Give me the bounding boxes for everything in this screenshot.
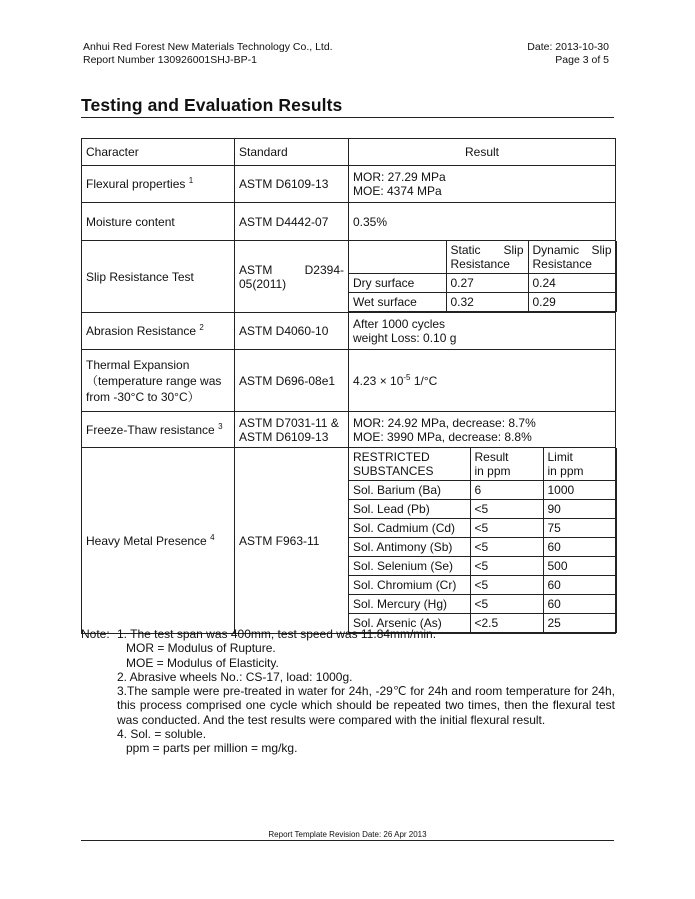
footer-divider	[81, 840, 614, 841]
row-slip	[82, 241, 616, 313]
row-abrasion	[82, 313, 616, 350]
heavy-substance: Sol. Selenium (Se)	[349, 557, 470, 576]
heavy-subheader	[349, 448, 616, 481]
heavy-result-value: <5	[470, 500, 543, 519]
slip-subtable	[349, 241, 617, 312]
thermal-character: Thermal Expansion （temperature range was from -30°C to 30°C）	[82, 350, 235, 412]
heavy-col-substance: RESTRICTED SUBSTANCES	[349, 448, 470, 481]
company-name: Anhui Red Forest New Materials Technology Co., Ltd.	[83, 41, 333, 53]
flexural-character: Flexural properties $^1$	[82, 166, 235, 203]
slip-dynamic-value: 0.29	[528, 293, 616, 312]
footer-revision: Report Template Revision Date: 26 Apr 2013	[268, 830, 427, 839]
heavy-limit-value: 75	[543, 519, 616, 538]
heavy-substance: Sol. Arsenic (As)	[349, 614, 470, 633]
slip-dynamic-value: 0.24	[528, 274, 616, 293]
results-table	[81, 138, 616, 634]
table-row	[349, 557, 616, 576]
heavy-substance: Sol. Antimony (Sb)	[349, 538, 470, 557]
row-thermal	[82, 350, 616, 412]
note-1a: MOR = Modulus of Rupture.	[126, 641, 276, 656]
freeze-standard: ASTM D7031-11 & ASTM D6109-13	[235, 412, 349, 448]
header-result: Result	[349, 139, 616, 166]
heavy-result-value: <2.5	[470, 614, 543, 633]
page-indicator: Page 3 of 5	[555, 54, 609, 66]
heavy-result-value: <5	[470, 538, 543, 557]
heavy-col-limit: Limit in ppm	[543, 448, 616, 481]
flexural-result: MOR: 27.29 MPa MOE: 4374 MPa	[349, 166, 616, 203]
slip-character: Slip Resistance Test	[82, 241, 235, 313]
row-flexural	[82, 166, 616, 203]
heavy-limit-value: 60	[543, 595, 616, 614]
abrasion-character: Abrasion Resistance $^2$	[82, 313, 235, 350]
heavy-result-value: <5	[470, 576, 543, 595]
heavy-result-value: <5	[470, 595, 543, 614]
row-freeze	[82, 412, 616, 448]
heavy-substance: Sol. Lead (Pb)	[349, 500, 470, 519]
notes-section	[81, 627, 615, 756]
table-row	[349, 500, 616, 519]
heavy-substance: Sol. Barium (Ba)	[349, 481, 470, 500]
slip-static-value: 0.27	[446, 274, 528, 293]
note-2: 2. Abrasive wheels No.: CS-17, load: 1000g.	[117, 669, 353, 684]
heavy-substance: Sol. Cadmium (Cd)	[349, 519, 470, 538]
thermal-result: $4.23 \times 10^{-5}$ 1/°C	[349, 350, 616, 412]
heavy-standard: ASTM F963-11	[235, 448, 349, 634]
heavy-substance: Sol. Chromium (Cr)	[349, 576, 470, 595]
header-left	[83, 41, 333, 67]
thermal-standard: ASTM D696-08e1	[235, 350, 349, 412]
heavy-limit-value: 60	[543, 576, 616, 595]
table-row	[349, 576, 616, 595]
note-4a: ppm = parts per million = mg/kg.	[126, 741, 298, 756]
abrasion-result: After 1000 cycles weight Loss: 0.10 g	[349, 313, 616, 350]
row-moisture	[82, 203, 616, 241]
note-1	[81, 627, 615, 641]
heavy-substance: Sol. Mercury (Hg)	[349, 595, 470, 614]
slip-blank-cell	[349, 241, 446, 274]
table-header-row	[82, 139, 616, 166]
note-1-text: 1. The test span was 400mm, test speed was 11.84mm/min.	[117, 627, 437, 641]
heavy-limit-value: 25	[543, 614, 616, 633]
table-row	[349, 274, 616, 293]
heavy-limit-value: 90	[543, 500, 616, 519]
table-row	[349, 293, 616, 312]
slip-surface: Wet surface	[349, 293, 446, 312]
row-heavy	[82, 448, 616, 634]
note-prefix: Note:	[81, 627, 110, 641]
report-date: Date: 2013-10-30	[527, 41, 609, 53]
heavy-result-value: <5	[470, 557, 543, 576]
freeze-character: Freeze-Thaw resistance $^3$	[82, 412, 235, 448]
slip-subheader	[349, 241, 616, 274]
header-character: Character	[82, 139, 235, 166]
slip-static-value: 0.32	[446, 293, 528, 312]
slip-col-static: Static Slip Resistance	[446, 241, 528, 274]
page-title: Testing and Evaluation Results	[81, 95, 343, 115]
header-right	[527, 41, 609, 67]
heavy-col-result: Result in ppm	[470, 448, 543, 481]
heavy-subtable	[349, 448, 617, 633]
flexural-standard: ASTM D6109-13	[235, 166, 349, 203]
heavy-limit-value: 60	[543, 538, 616, 557]
note-4: 4. Sol. = soluble.	[117, 727, 207, 742]
note-1b: MOE = Modulus of Elasticity.	[126, 655, 279, 670]
heavy-limit-value: 500	[543, 557, 616, 576]
title-divider	[81, 117, 614, 118]
table-row	[349, 481, 616, 500]
report-number: Report Number 130926001SHJ-BP-1	[83, 54, 257, 66]
table-row	[349, 595, 616, 614]
heavy-result-value: 6	[470, 481, 543, 500]
slip-col-dynamic: Dynamic Slip Resistance	[528, 241, 616, 274]
abrasion-standard: ASTM D4060-10	[235, 313, 349, 350]
heavy-result	[349, 448, 616, 634]
header-standard: Standard	[235, 139, 349, 166]
heavy-limit-value: 1000	[543, 481, 616, 500]
moisture-result: 0.35%	[349, 203, 616, 241]
note-3: 3.The sample were pre-treated in water for 24h, -29℃ for 24h and room temperature for 24h, this process comprised one cycle which should be repeated two times, then the flexural test was conducted. And the test results were compared with the initial flexural result.	[117, 684, 615, 727]
slip-surface: Dry surface	[349, 274, 446, 293]
moisture-standard: ASTM D4442-07	[235, 203, 349, 241]
moisture-character: Moisture content	[82, 203, 235, 241]
heavy-result-value: <5	[470, 519, 543, 538]
freeze-result: MOR: 24.92 MPa, decrease: 8.7% MOE: 3990 MPa, decrease: 8.8%	[349, 412, 616, 448]
slip-standard: ASTM D2394- 05(2011)	[235, 241, 349, 313]
table-row	[349, 538, 616, 557]
slip-result	[349, 241, 616, 313]
heavy-character: Heavy Metal Presence $^4$	[82, 448, 235, 634]
table-row	[349, 519, 616, 538]
